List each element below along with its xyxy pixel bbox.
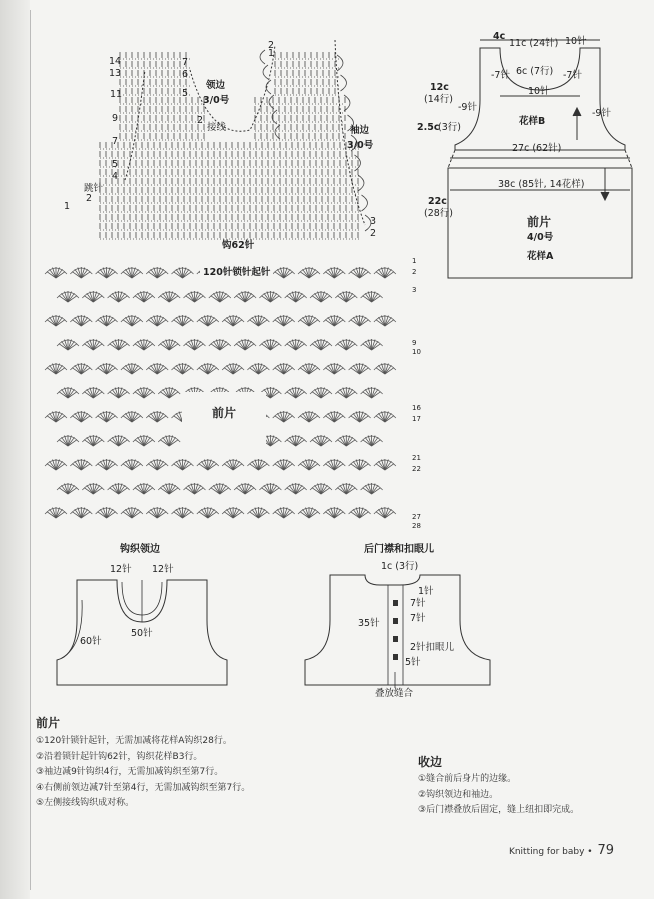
shell-motif xyxy=(172,363,194,374)
shell-pattern-chart xyxy=(44,252,404,537)
edge-scallop xyxy=(337,55,343,71)
shell-motif xyxy=(96,507,118,518)
shell-motif xyxy=(158,435,180,446)
shell-motif xyxy=(361,387,383,398)
placket-diagram-title: 后门襟和扣眼儿 xyxy=(364,544,434,555)
shell-motif xyxy=(349,411,371,422)
shell-motif xyxy=(222,507,244,518)
buttonholes xyxy=(393,600,398,660)
dim-11c: 11c (24针) xyxy=(509,38,559,49)
row-num: 4 xyxy=(112,171,119,182)
row-num: 6 xyxy=(182,69,189,80)
shell-motif xyxy=(184,291,206,302)
row-num: 5 xyxy=(182,88,189,99)
shell-motif xyxy=(234,339,256,350)
shell-motif xyxy=(285,435,307,446)
shell-motif xyxy=(121,411,143,422)
dim-12c: 12c xyxy=(430,82,449,93)
shell-motif xyxy=(146,315,168,326)
pattern-a: 花样A xyxy=(527,251,554,262)
shell-motif xyxy=(323,459,345,470)
shell-motif xyxy=(298,315,320,326)
shell-motif xyxy=(374,315,396,326)
step: ②沿着锁针起针钩62针，钩织花样B3行。 xyxy=(36,751,203,762)
dim-28rows: (28行) xyxy=(424,208,454,219)
row-num: 5 xyxy=(112,159,119,170)
shell-motif xyxy=(57,435,79,446)
shell-motif xyxy=(310,291,332,302)
shell-motif xyxy=(45,459,67,470)
shell-motif xyxy=(96,411,118,422)
shell-motif xyxy=(285,291,307,302)
shell-motif xyxy=(96,315,118,326)
shell-motif xyxy=(259,339,281,350)
row-num: 16 xyxy=(412,404,421,412)
edging-steps-list xyxy=(418,772,579,819)
shell-motif xyxy=(209,339,231,350)
shell-motif xyxy=(184,339,206,350)
shell-motif xyxy=(82,291,104,302)
shell-motif xyxy=(374,267,396,278)
row-num: 2 xyxy=(86,193,93,204)
step: ③后门襟叠放后固定，缝上纽扣即完成。 xyxy=(418,805,580,815)
shell-motif xyxy=(45,267,67,278)
row-num: 2 xyxy=(268,40,275,51)
dec-7-left: -7针 xyxy=(491,70,510,81)
overlap-label: 叠放缝合 xyxy=(375,688,414,699)
shell-motif xyxy=(133,291,155,302)
join-label: 接线 xyxy=(207,122,227,133)
magazine-name: Knitting for baby • xyxy=(508,847,593,857)
shell-motif xyxy=(108,291,130,302)
shell-motif xyxy=(146,411,168,422)
shell-motif xyxy=(197,459,219,470)
placket-buttonhole: 2针扣眼儿 xyxy=(410,642,455,653)
shell-motif xyxy=(146,507,168,518)
shell-motif xyxy=(222,459,244,470)
shell-motif xyxy=(298,363,320,374)
shell-motif xyxy=(247,507,269,518)
skip-stitch-label: 跳针 xyxy=(84,183,104,194)
shell-motif xyxy=(121,267,143,278)
neck-diagram-title: 钩织领边 xyxy=(120,544,160,555)
step: ①120针锁针起针，无需加减将花样A钩织28行。 xyxy=(36,736,232,746)
shell-motif xyxy=(172,315,194,326)
schematic-front: 前片 xyxy=(527,215,552,229)
row-num: 1 xyxy=(412,257,417,265)
shell-motif xyxy=(247,363,269,374)
shell-motif xyxy=(361,339,383,350)
row-num: 11 xyxy=(110,89,123,100)
shell-motif xyxy=(273,459,295,470)
shell-motif xyxy=(82,387,104,398)
step: ②钩织领边和袖边。 xyxy=(418,789,499,800)
shell-motif xyxy=(323,267,345,278)
dim-6c: 6c (7行) xyxy=(516,66,554,77)
row-num: 1 xyxy=(64,201,71,212)
shell-motif xyxy=(96,459,118,470)
shell-motif xyxy=(158,483,180,494)
row-num: 2 xyxy=(370,228,377,239)
step: ③袖边减9针钩织4行，无需加减钩织至第7行。 xyxy=(36,767,224,777)
shell-motif xyxy=(335,291,357,302)
dim-4c: 4c xyxy=(493,31,506,42)
shell-motif xyxy=(285,339,307,350)
buttonhole xyxy=(393,636,398,642)
shell-motif xyxy=(146,267,168,278)
edge-scallop xyxy=(260,50,265,64)
base-stitch-count: 钩62针 xyxy=(222,240,255,251)
shell-motif xyxy=(209,483,231,494)
neck-edge-gauge: 3/0号 xyxy=(203,95,230,106)
neck-12a: 12针 xyxy=(110,564,132,575)
dim-10b: 10针 xyxy=(528,86,550,97)
dim-3rows: (3行) xyxy=(438,122,461,133)
shell-motif xyxy=(172,267,194,278)
shell-motif xyxy=(96,267,118,278)
row-num: 7 xyxy=(112,136,119,147)
shell-motif xyxy=(273,315,295,326)
spine-line xyxy=(30,10,31,890)
row-num: 22 xyxy=(412,465,421,473)
pattern-b: 花样B xyxy=(519,116,546,127)
dim-38c: 38c (85针, 14花样) xyxy=(498,179,585,190)
shell-motif xyxy=(349,267,371,278)
shell-motif xyxy=(133,483,155,494)
dim-10-stitch: 10针 xyxy=(565,36,587,47)
shell-motif xyxy=(361,483,383,494)
shell-motif xyxy=(108,483,130,494)
shell-motif xyxy=(96,363,118,374)
shell-motif xyxy=(349,507,371,518)
dim-2-5c: 2.5c xyxy=(417,122,440,133)
shell-motif xyxy=(374,459,396,470)
front-steps-title: 前片 xyxy=(36,716,61,730)
row-num: 1 xyxy=(268,48,275,59)
shell-motif xyxy=(57,387,79,398)
buttonhole xyxy=(393,600,398,606)
shell-motif xyxy=(82,339,104,350)
shell-motif xyxy=(70,459,92,470)
shell-motif xyxy=(222,315,244,326)
shell-motif xyxy=(310,339,332,350)
shell-motif xyxy=(374,411,396,422)
shell-motif xyxy=(349,363,371,374)
edge-scallop xyxy=(263,65,268,79)
placket-7b: 7针 xyxy=(410,613,426,624)
edge-scallop xyxy=(355,155,361,171)
row-num: 7 xyxy=(182,57,189,68)
dec-7-right: -7针 xyxy=(563,70,582,81)
step: ④右侧前领边减7针至第4行，无需加减钩织至第7行。 xyxy=(36,782,251,793)
shell-motif xyxy=(335,387,357,398)
shell-motif xyxy=(349,315,371,326)
dim-27c: 27c (62针) xyxy=(512,143,562,154)
shell-motif xyxy=(273,363,295,374)
yoke-outline xyxy=(455,48,625,150)
sleeve-edge-arc xyxy=(62,600,82,658)
shell-motif xyxy=(197,315,219,326)
shell-motif xyxy=(209,291,231,302)
buttonhole xyxy=(393,654,398,660)
shell-motif xyxy=(133,339,155,350)
shell-motif xyxy=(121,363,143,374)
neck-12b: 12针 xyxy=(152,564,174,575)
shell-motif xyxy=(82,435,104,446)
shell-motif xyxy=(197,507,219,518)
shell-motif xyxy=(335,483,357,494)
dim-22c: 22c xyxy=(428,196,447,207)
shell-motif xyxy=(70,507,92,518)
front-steps-list xyxy=(36,734,250,812)
shell-motif xyxy=(361,291,383,302)
shell-motif xyxy=(45,315,67,326)
placket-top: 1c (3行) xyxy=(381,561,419,572)
dec-9-right: -9针 xyxy=(592,108,611,119)
edge-scallop xyxy=(362,195,368,211)
shell-motif xyxy=(259,291,281,302)
shell-motif xyxy=(70,411,92,422)
shell-motif xyxy=(298,507,320,518)
neck-edge-label: 领边 xyxy=(206,80,226,91)
shell-motif xyxy=(133,387,155,398)
up-arrow-head xyxy=(573,108,581,116)
shell-motif xyxy=(298,411,320,422)
shell-motif xyxy=(45,363,67,374)
shell-motif xyxy=(184,483,206,494)
edge-scallop xyxy=(341,75,347,91)
shell-motif xyxy=(247,315,269,326)
schematic-gauge: 4/0号 xyxy=(527,232,554,243)
shell-motif xyxy=(285,387,307,398)
shell-motif xyxy=(57,339,79,350)
chart-front-label: 前片 xyxy=(212,406,237,420)
shell-motif xyxy=(310,387,332,398)
buttonhole xyxy=(393,618,398,624)
page-footer xyxy=(509,843,614,858)
shell-motif xyxy=(108,339,130,350)
edging-steps-title: 收边 xyxy=(418,755,443,769)
shell-motif xyxy=(298,267,320,278)
shell-motif xyxy=(335,339,357,350)
shell-motif xyxy=(323,411,345,422)
shell-motif xyxy=(70,363,92,374)
shell-motif xyxy=(158,291,180,302)
row-num: 3 xyxy=(412,286,417,294)
row-num: 27 xyxy=(412,513,421,521)
shell-motif xyxy=(374,507,396,518)
row-num: 2 xyxy=(197,115,204,126)
shell-motif xyxy=(259,483,281,494)
shell-motif xyxy=(234,291,256,302)
shell-motif xyxy=(285,483,307,494)
shell-motif xyxy=(298,459,320,470)
shell-motif xyxy=(361,435,383,446)
shell-motif xyxy=(374,363,396,374)
book-binding xyxy=(0,0,30,899)
shell-motif xyxy=(82,483,104,494)
shell-motif xyxy=(273,411,295,422)
shell-motif xyxy=(57,483,79,494)
shell-motif xyxy=(45,411,67,422)
shell-motif xyxy=(349,459,371,470)
shell-motif xyxy=(158,387,180,398)
shell-motif xyxy=(273,507,295,518)
shell-motif xyxy=(222,363,244,374)
neck-diagram xyxy=(52,560,237,690)
foundation-label: 120针锁针起针 xyxy=(200,267,273,279)
shell-motif xyxy=(108,435,130,446)
neck-60: 60针 xyxy=(80,636,102,647)
shell-motif xyxy=(121,507,143,518)
shell-motif xyxy=(108,387,130,398)
edge-scallop xyxy=(358,175,364,191)
shell-motif xyxy=(133,435,155,446)
yoke-stitch-rows xyxy=(100,52,360,239)
shell-motif xyxy=(45,507,67,518)
shell-motif xyxy=(323,507,345,518)
yoke-chart xyxy=(40,30,420,245)
step: ⑤左侧接线钩织成对称。 xyxy=(36,798,135,808)
neck-50: 50针 xyxy=(131,628,153,639)
shell-motif xyxy=(335,435,357,446)
placket-35: 35针 xyxy=(358,618,380,629)
shell-motif xyxy=(158,339,180,350)
shell-motif xyxy=(197,363,219,374)
shell-motif xyxy=(146,363,168,374)
dec-9-left: -9针 xyxy=(458,102,477,113)
shell-motif xyxy=(172,459,194,470)
row-num: 3 xyxy=(370,216,377,227)
sleeve-edge-label: 袖边 xyxy=(350,125,370,136)
step: ①缝合前后身片的边缘。 xyxy=(418,774,517,784)
row-num: 21 xyxy=(412,454,421,462)
placket-diagram xyxy=(300,560,495,695)
placket-5: 5针 xyxy=(405,657,421,668)
shell-motif xyxy=(273,267,295,278)
shell-motif xyxy=(57,291,79,302)
row-num: 2 xyxy=(412,268,417,276)
row-num: 9 xyxy=(112,113,119,124)
placket-7a: 7针 xyxy=(410,598,426,609)
shell-motif xyxy=(310,435,332,446)
shell-motif xyxy=(247,459,269,470)
shell-motif xyxy=(323,315,345,326)
shell-motif xyxy=(121,315,143,326)
shell-motif xyxy=(70,315,92,326)
down-arrow-head xyxy=(601,192,609,200)
page-number: 79 xyxy=(597,843,614,858)
row-num: 14 xyxy=(109,56,122,67)
shell-motif xyxy=(310,483,332,494)
row-num: 28 xyxy=(412,522,421,530)
dim-14rows: (14行) xyxy=(424,94,454,105)
shell-motif xyxy=(121,459,143,470)
shell-motif xyxy=(146,459,168,470)
row-num: 17 xyxy=(412,415,421,423)
shell-motif xyxy=(172,507,194,518)
row-num: 9 xyxy=(412,339,417,347)
row-num: 13 xyxy=(109,68,122,79)
shell-motif xyxy=(70,267,92,278)
shell-motif xyxy=(234,483,256,494)
shell-motif xyxy=(323,363,345,374)
placket-outline xyxy=(305,575,490,685)
row-num: 10 xyxy=(412,348,421,356)
sleeve-edge-gauge: 3/0号 xyxy=(347,140,374,151)
placket-1: 1针 xyxy=(418,586,434,597)
